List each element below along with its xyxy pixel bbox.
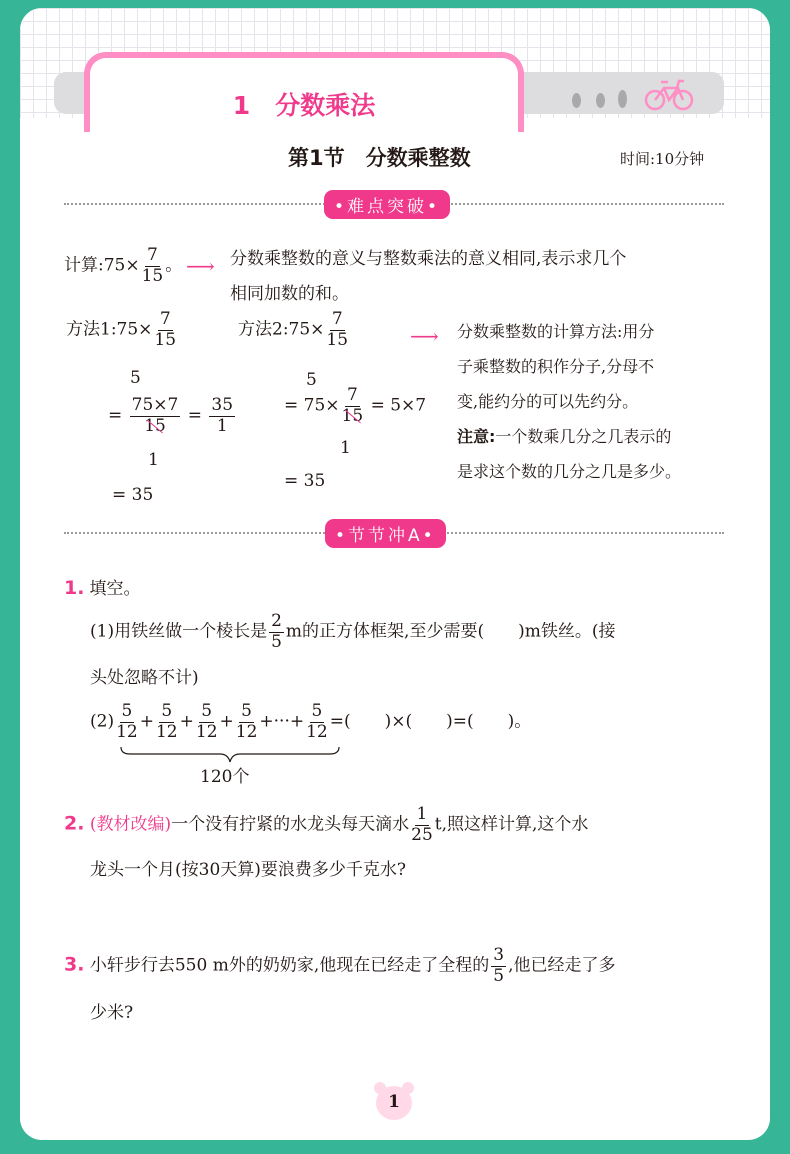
bicycle-icon [644, 78, 694, 112]
section-title: 第1节 分数乘整数 [288, 146, 471, 170]
question-1-part-1-cont: 头处忽略不计) [90, 668, 199, 688]
method-2-label: 方法2:75× $\frac{7}{15}$ [238, 309, 349, 350]
question-3-cont: 少米? [90, 1003, 134, 1023]
cancel-note: 1 [148, 450, 159, 470]
fraction: $\frac{7}{15}$ [154, 309, 177, 350]
fraction: $\frac{7}{15}$ [141, 245, 164, 286]
method-1-result: = 35 [112, 485, 154, 505]
calc-label: 计算:75× [64, 255, 140, 276]
practice-badge: •节节冲A• [325, 519, 446, 548]
page-number: 1 [388, 1092, 400, 1112]
workbook-page [20, 8, 770, 1140]
cancel-note: 5 [306, 370, 317, 390]
meaning-line: 相同加数的和。 [230, 284, 349, 304]
question-2: 2. (教材改编)一个没有拧紧的水龙头每天滴水 $\frac{1}{25}$ t,照这样计算,这个水 [64, 804, 589, 845]
time-limit: 时间:10分钟 [620, 150, 705, 168]
chapter-tab [84, 52, 524, 132]
question-3: 3. 小轩步行去550 m外的奶奶家,他现在已经走了全程的 $\frac{3}{5}$ ,他已经走了多 [64, 945, 616, 986]
question-1-part-1: (1)用铁丝做一个棱长是 $\frac{2}{5}$ m的正方体框架,至少需要( )m铁丝。(接 [90, 611, 616, 652]
tree-icon [596, 93, 605, 108]
page-number-badge [376, 1086, 412, 1120]
method-2-result: = 35 [284, 471, 326, 491]
rule-box: 分数乘整数的计算方法:用分 子乘整数的积作分子,分母不 变,能约分的可以先约分。 注意:一个数乘几分之几表示的 是求这个数的几分之几是多少。 [457, 322, 682, 481]
breakthrough-badge: •难点突破• [324, 190, 450, 219]
cancel-note: 5 [130, 368, 141, 388]
tree-icon [572, 93, 581, 108]
example-calc: 计算:75× $\frac{7}{15}$ 。 [64, 245, 183, 286]
method-1-step: = $\frac{75\times 7}{15}$ = $\frac{35}{1}$ [108, 395, 234, 436]
arrow-icon: ⟶ [186, 254, 215, 278]
meaning-line: 分数乘整数的意义与整数乘法的意义相同,表示求几个 [230, 249, 627, 269]
question-1: 1. 填空。 [64, 577, 141, 599]
question-1-part-2: (2) $\frac{5}{12}$ + $\frac{5}{12}$ + $\frac{5}{12}$ + $\frac{5}{12}$ +···+ $\frac{5}{12}$ =( )×( )=( )。 [90, 701, 532, 742]
method-2-step: = 75× $\frac{7}{15}$ = 5×7 [284, 385, 427, 426]
method-1-label: 方法1:75× $\frac{7}{15}$ [66, 309, 177, 350]
fraction: $\frac{7}{15}$ [326, 309, 349, 350]
question-2-cont: 龙头一个月(按30天算)要浪费多少千克水? [90, 860, 407, 880]
term-count: 120个 [200, 767, 250, 787]
cancel-note: 1 [340, 438, 351, 458]
tree-icon [618, 90, 627, 108]
chapter-title: 1 分数乘法 [232, 91, 376, 120]
arrow-icon: ⟶ [410, 324, 439, 348]
